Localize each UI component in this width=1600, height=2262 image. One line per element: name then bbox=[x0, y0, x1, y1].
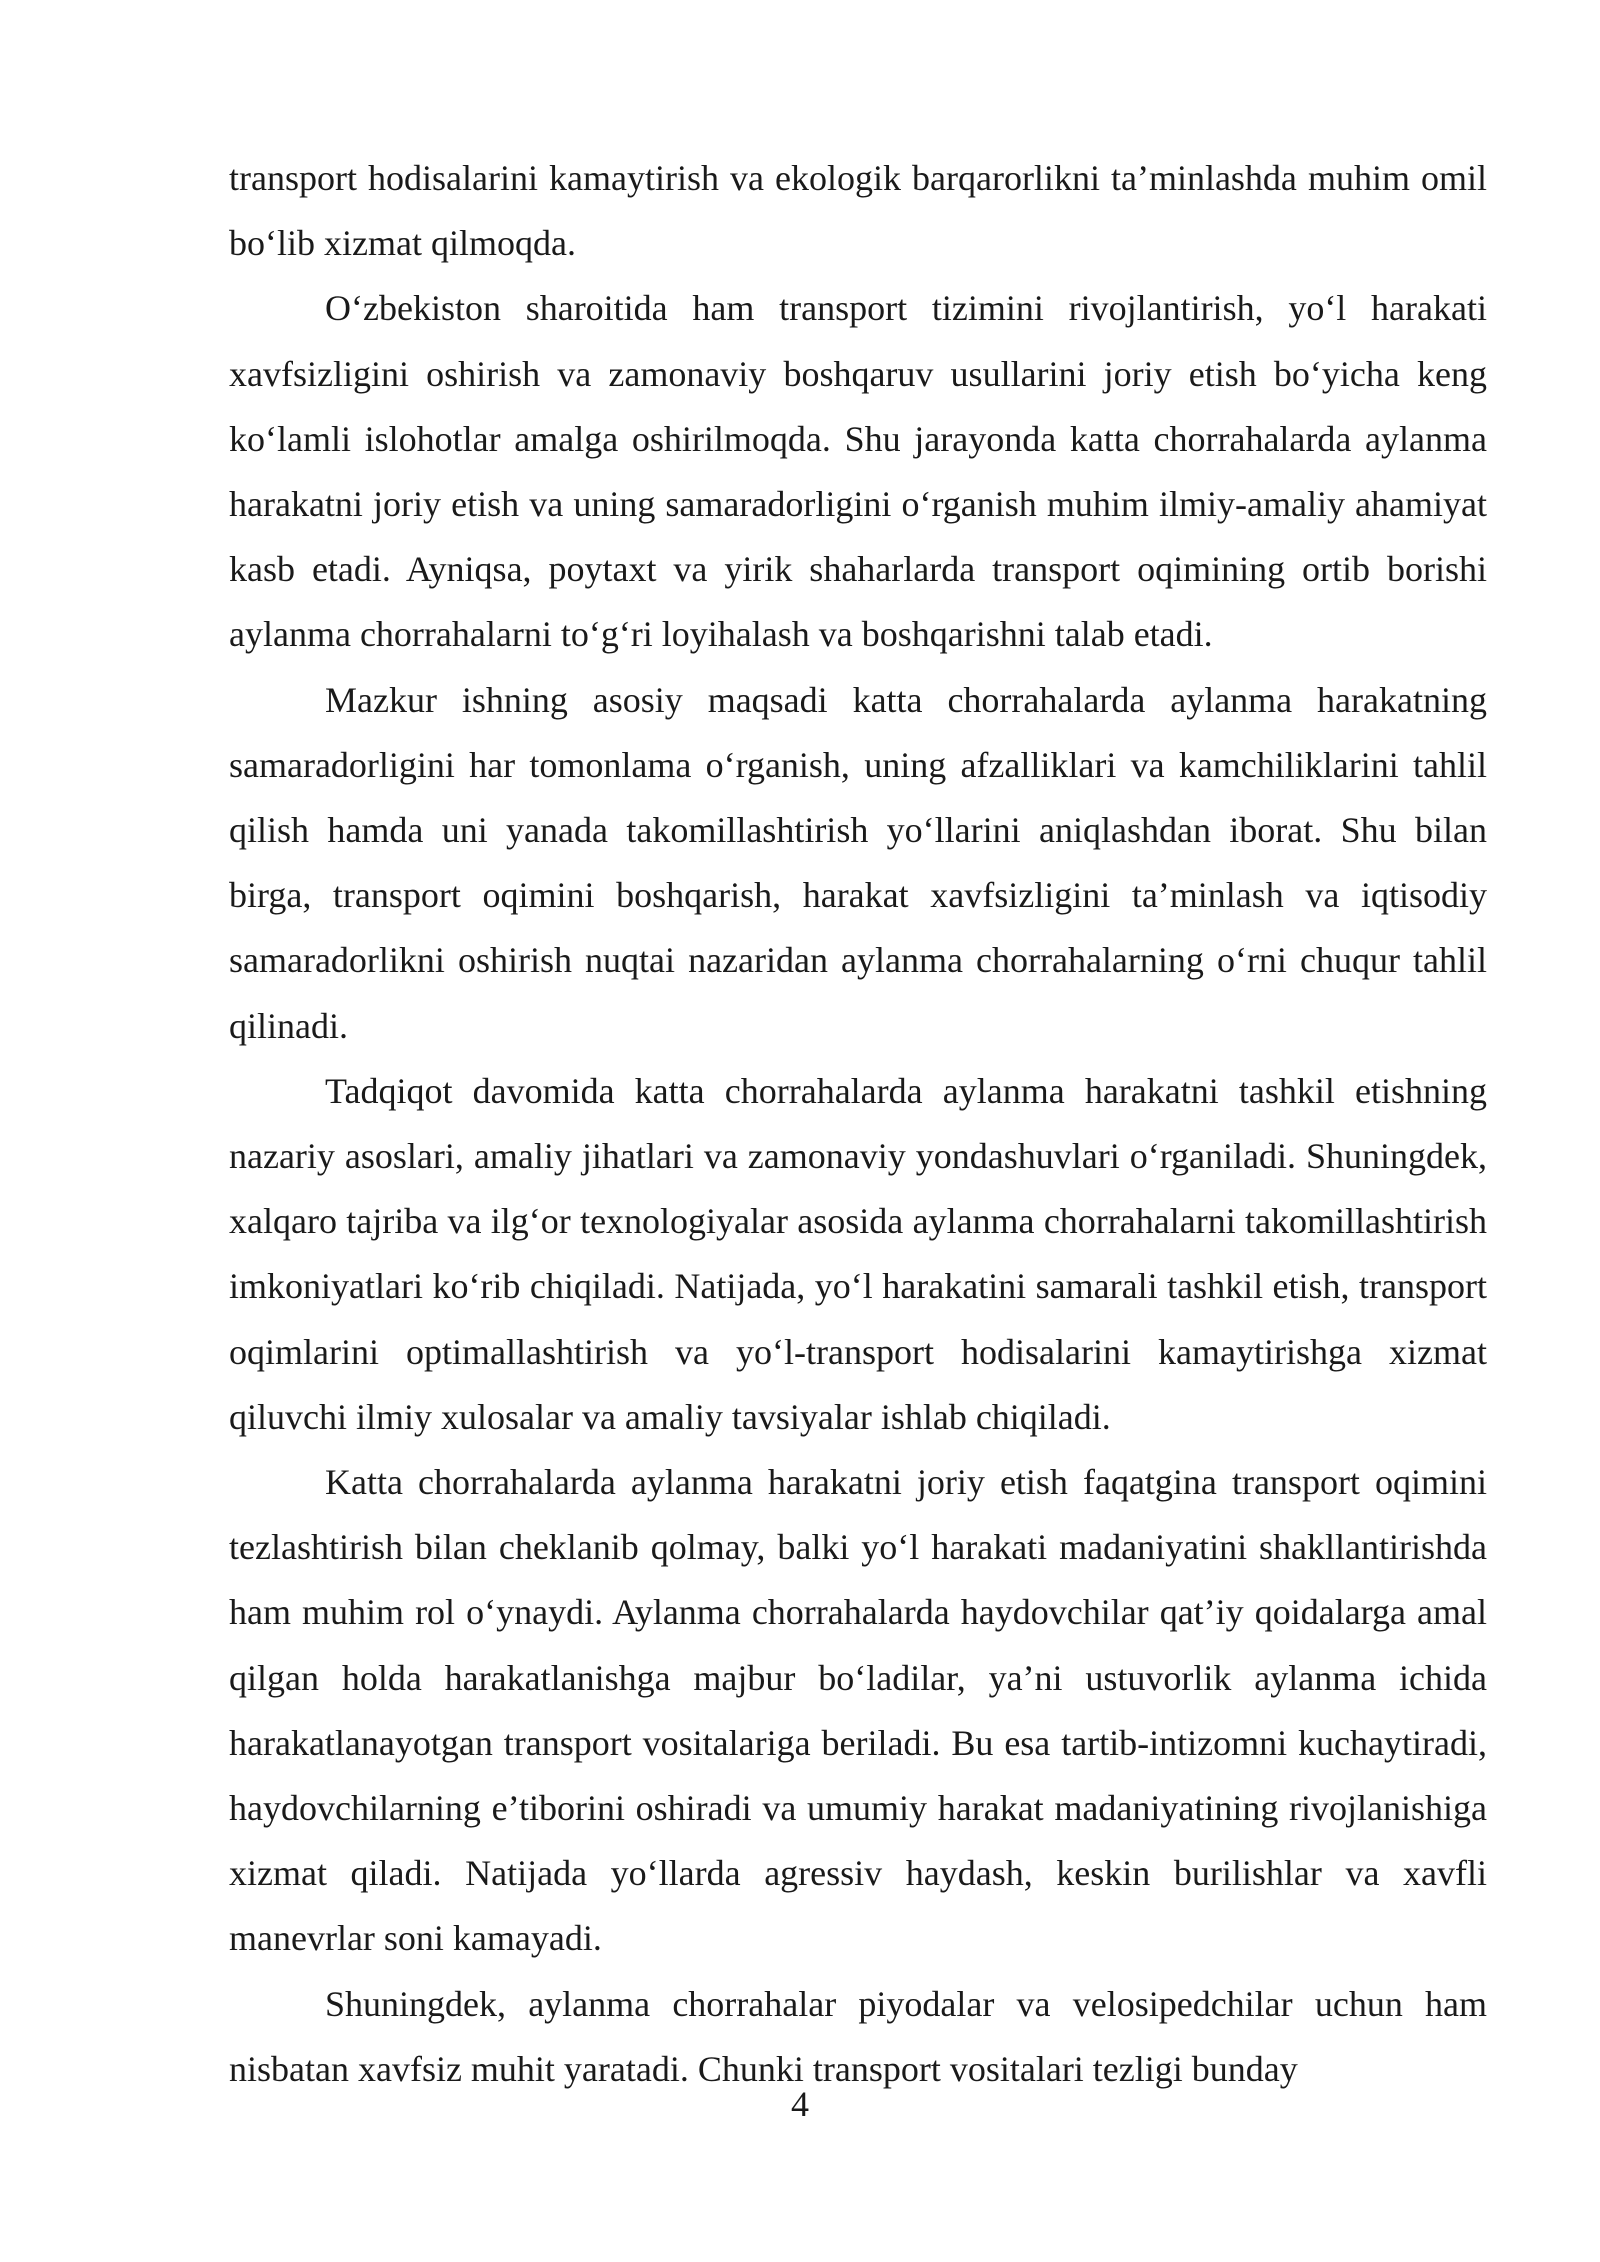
paragraph-traffic-culture: Katta chorrahalarda aylanma harakatni joriy etish faqatgina transport oqimini tezlashtirish bilan cheklanib qolmay, balki yo‘l harakati madaniyatini shakllantirishda ham muhim rol o‘ynaydi. Aylanma chorrahalarda haydovchilar qat’iy qoidalarga amal qilgan holda harakatlanishga majbur bo‘ladilar, ya’ni ustuvorlik aylanma ichida harakatlanayotgan transport vositalariga beriladi. Bu esa tartib-intizomni kuchaytiradi, haydovchilarning e’tiborini oshiradi va umumiy harakat madaniyatining rivojlanishiga xizmat qiladi. Natijada yo‘llarda agressiv haydash, keskin burilishlar va xavfli manevrlar soni kamayadi. bbox=[229, 1462, 1487, 1959]
paragraph-pedestrian-safety: Shuningdek, aylanma chorrahalar piyodalar va velosipedchilar uchun ham nisbatan xavfsiz muhit yaratadi. Chunki transport vositalari tezligi bunday bbox=[229, 1983, 1487, 2089]
page-number: 4 bbox=[791, 2084, 809, 2124]
paragraph-uzbekistan-context: O‘zbekiston sharoitida ham transport tizimini rivojlantirish, yo‘l harakati xavfsizligini oshirish va zamonaviy boshqaruv usullarini joriy etish bo‘yicha keng ko‘lamli islohotlar amalga oshirilmoqda. Shu jarayonda katta chorrahalarda aylanma harakatni joriy etish va uning samaradorligini o‘rganish muhim ilmiy-amaliy ahamiyat kasb etadi. Ayniqsa, poytaxt va yirik shaharlarda transport oqimining ortib borishi aylanma chorrahalarni to‘g‘ri loyihalash va boshqarishni talab etadi. bbox=[229, 288, 1487, 655]
paragraph-continued: transport hodisalarini kamaytirish va ekologik barqarorlikni ta’minlashda muhim omil bo‘lib xizmat qilmoqda. bbox=[229, 158, 1487, 264]
paragraph-research-goal: Mazkur ishning asosiy maqsadi katta chorrahalarda aylanma harakatning samaradorligini har tomonlama o‘rganish, uning afzalliklari va kamchiliklarini tahlil qilish hamda uni yanada takomillashtirish yo‘llarini aniqlashdan iborat. Shu bilan birga, transport oqimini boshqarish, harakat xavfsizligini ta’minlash va iqtisodiy samaradorlikni oshirish nuqtai nazaridan aylanma chorrahalarning o‘rni chuqur tahlil qilinadi. bbox=[229, 679, 1487, 1046]
body-text bbox=[229, 146, 1487, 2102]
paragraph-research-scope: Tadqiqot davomida katta chorrahalarda aylanma harakatni tashkil etishning nazariy asoslari, amaliy jihatlari va zamonaviy yondashuvlari o‘rganiladi. Shuningdek, xalqaro tajriba va ilg‘or texnologiyalar asosida aylanma chorrahalarni takomillashtirish imkoniyatlari ko‘rib chiqiladi. Natijada, yo‘l harakatini samarali tashkil etish, transport oqimlarini optimallashtirish va yo‘l-transport hodisalarini kamaytirishga xizmat qiluvchi ilmiy xulosalar va amaliy tavsiyalar ishlab chiqiladi. bbox=[229, 1070, 1487, 1437]
